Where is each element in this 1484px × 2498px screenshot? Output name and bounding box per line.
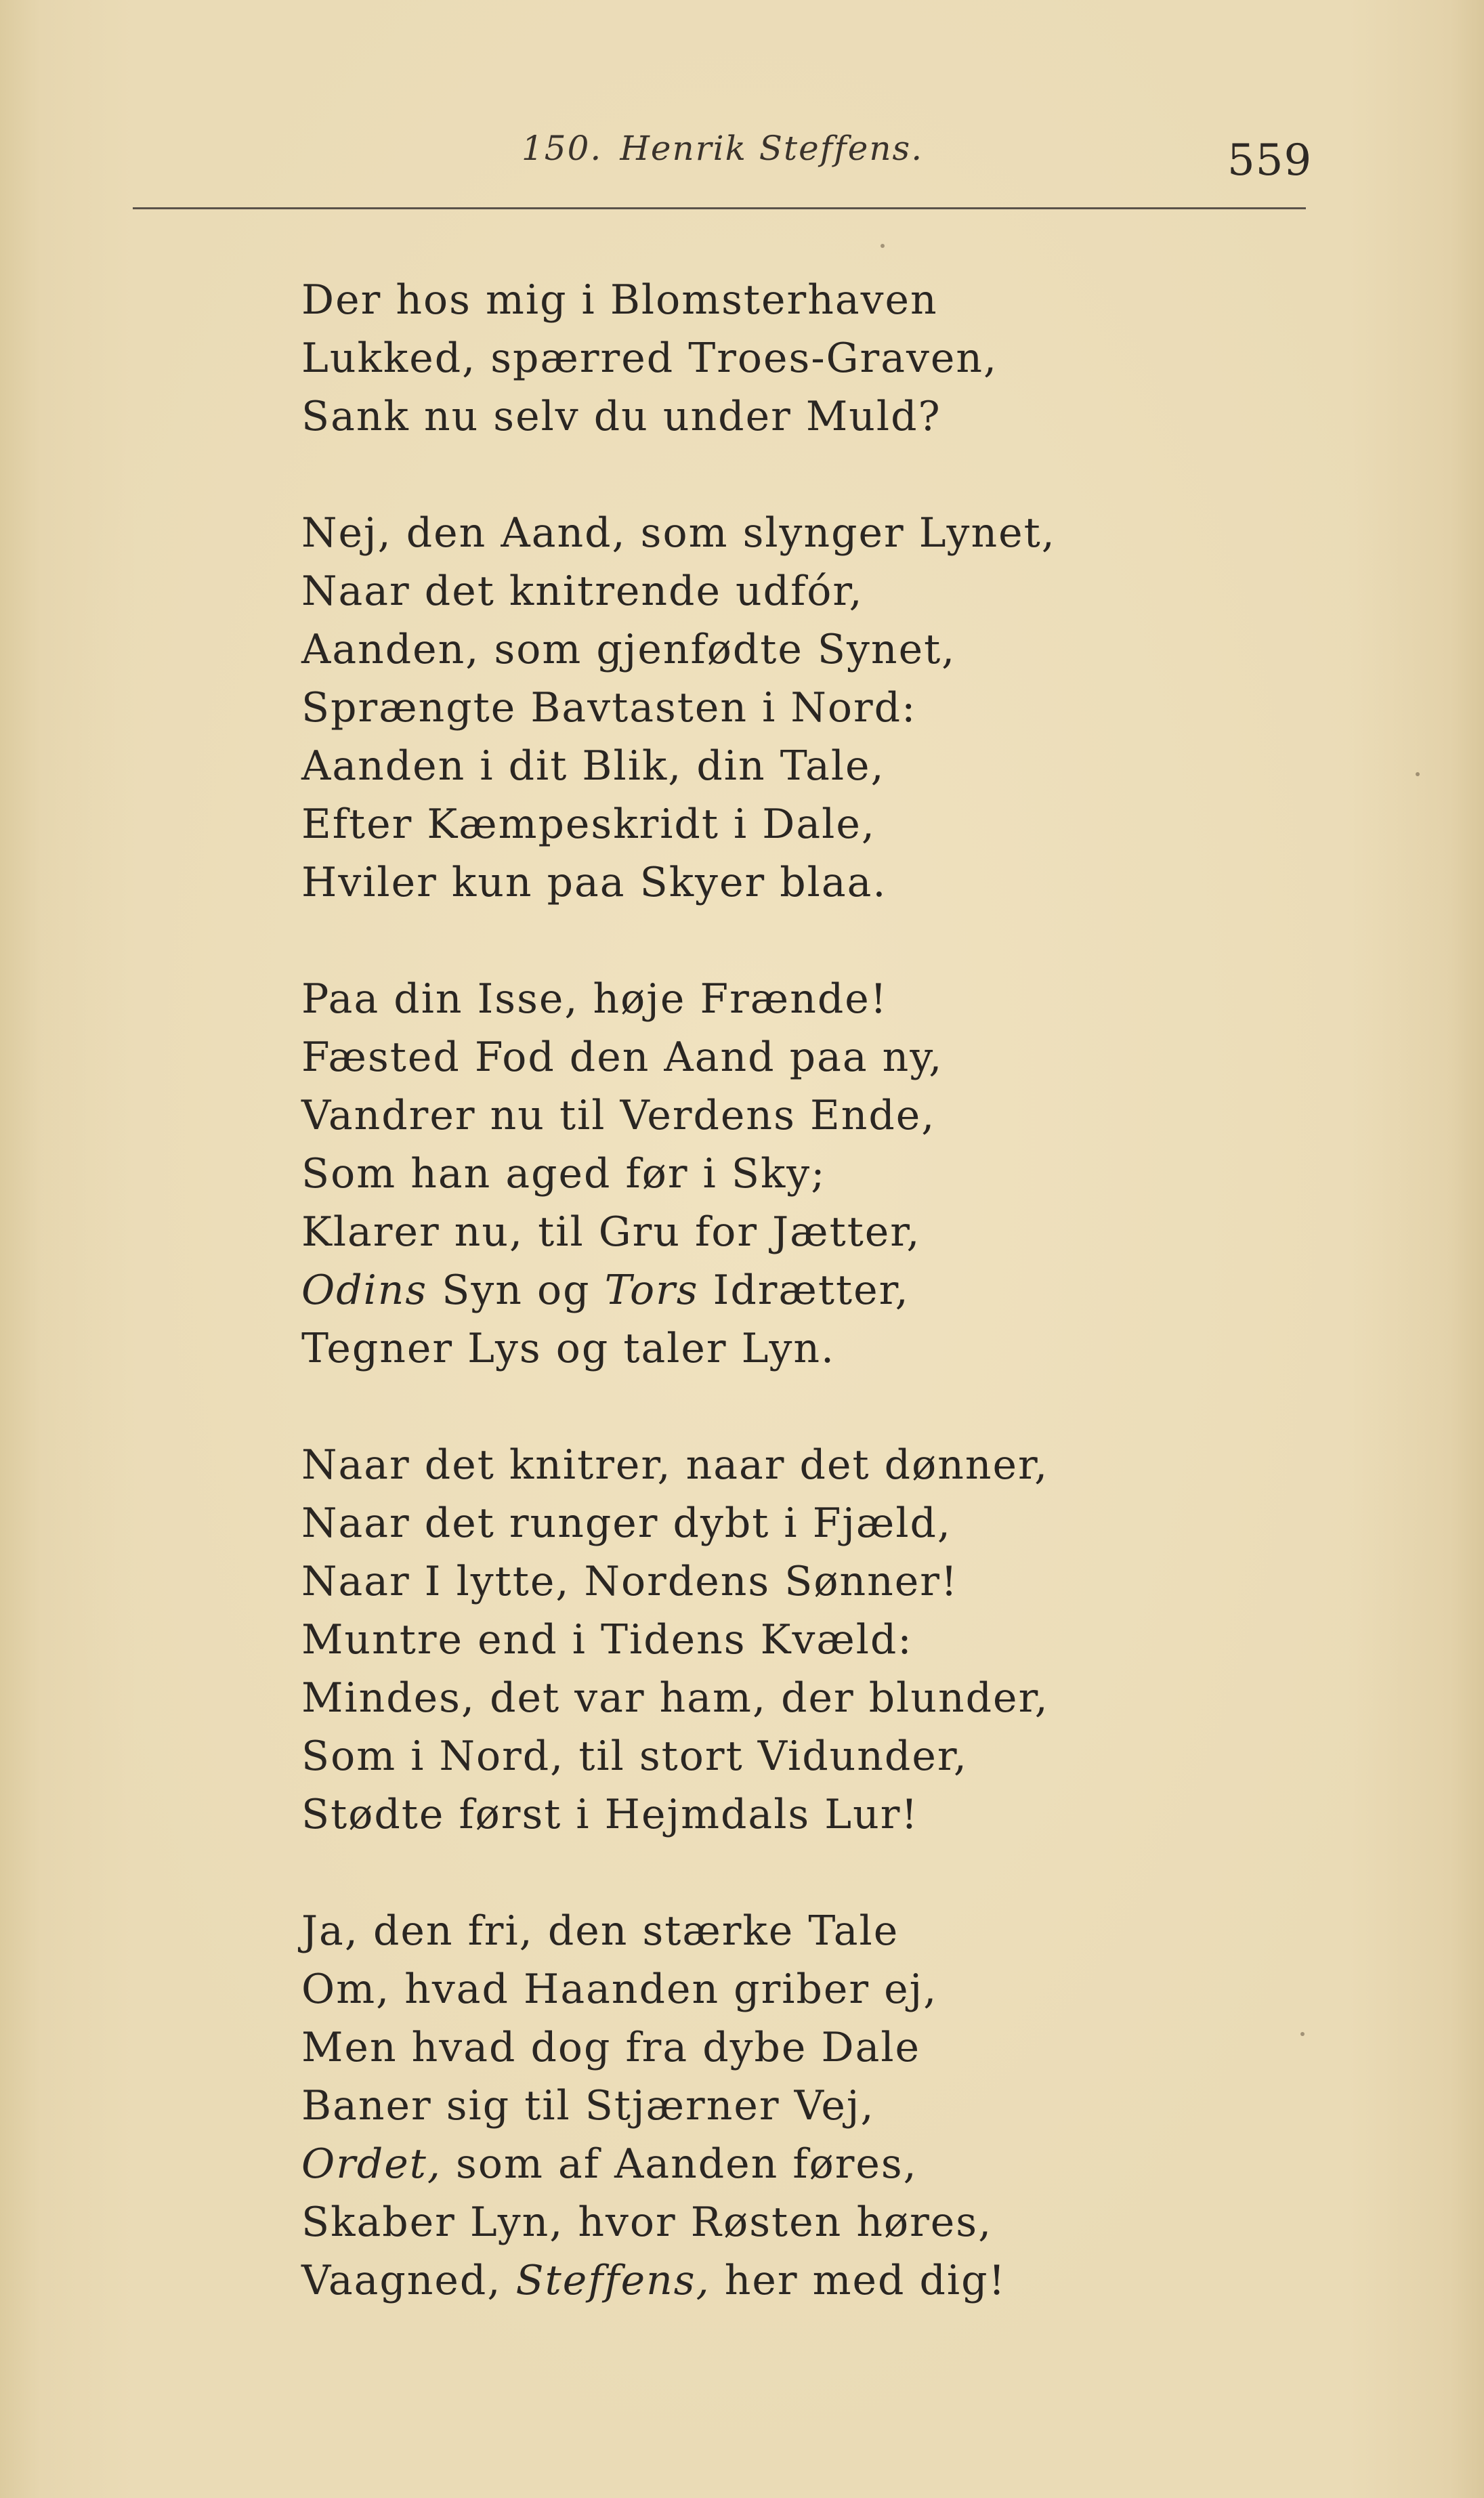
poem-line: Vandrer nu til Verdens Ende, [301, 1092, 936, 1139]
poem-line: Paa din Isse, høje Frænde! [301, 975, 888, 1023]
poem-line: Efter Kæmpeskridt i Dale, [301, 801, 876, 848]
stanza [301, 504, 1304, 912]
poem-line: Naar I lytte, Nordens Sønner! [301, 1558, 959, 1605]
poem-line: Ja, den fri, den stærke Tale [301, 1907, 899, 1955]
stanza [301, 970, 1304, 1378]
poem-line: Som han aged før i Sky; [301, 1150, 826, 1198]
poem-line: Skaber Lyn, hvor Røsten høres, [301, 2199, 993, 2246]
poem-line: Sank nu selv du under Muld? [301, 393, 941, 440]
poem-line: Lukked, spærred Troes-Graven, [301, 335, 998, 382]
poem-line: Aanden i dit Blik, din Tale, [301, 742, 885, 790]
poem-line [301, 1261, 1304, 1319]
poem-line: Aanden, som gjenfødte Synet, [301, 626, 956, 673]
paper-speck [1416, 772, 1420, 776]
poem-line [301, 2251, 1304, 2310]
poem-line: Muntre end i Tidens Kvæld: [301, 1616, 913, 1664]
line-text: Syn og [427, 1267, 605, 1314]
line-text: her med dig! [710, 2257, 1006, 2304]
poem-line: Stødte først i Hejmdals Lur! [301, 1791, 919, 1838]
poem-line [301, 2135, 1304, 2193]
stanza [301, 271, 1304, 446]
paper-speck [1300, 2032, 1305, 2036]
poem-line: Nej, den Aand, som slynger Lynet, [301, 509, 1056, 557]
italic-name: Steffens, [515, 2257, 711, 2304]
poem-line: Naar det knitrer, naar det dønner, [301, 1441, 1049, 1489]
line-text: Idrætter, [698, 1267, 910, 1314]
poem-line: Hviler kun paa Skyer blaa. [301, 859, 887, 906]
stanza [301, 1436, 1304, 1844]
poem-line: Der hos mig i Blomsterhaven [301, 276, 938, 324]
poem-line: Mindes, det var ham, der blunder, [301, 1674, 1049, 1722]
poem-line: Om, hvad Haanden griber ej, [301, 1966, 938, 2013]
running-header [0, 129, 1484, 186]
chapter-title: Henrik Steffens. [620, 129, 924, 168]
chapter-number: 150. [522, 129, 603, 168]
running-title [522, 129, 923, 168]
poem [301, 271, 1304, 2368]
poem-line: Som i Nord, til stort Vidunder, [301, 1733, 969, 1780]
poem-line: Tegner Lys og taler Lyn. [301, 1325, 836, 1372]
poem-line: Men hvad dog fra dybe Dale [301, 2024, 921, 2071]
poem-line: Naar det runger dybt i Fjæld, [301, 1500, 952, 1547]
poem-line: Klarer nu, til Gru for Jætter, [301, 1208, 921, 1256]
stanza [301, 1902, 1304, 2310]
italic-name: Odins [301, 1267, 428, 1314]
line-text: Vaagned, [301, 2257, 516, 2304]
poem-line: Fæsted Fod den Aand paa ny, [301, 1034, 944, 1081]
paper-speck [881, 244, 885, 248]
italic-name: Tors [604, 1267, 699, 1314]
page-number: 559 [1227, 135, 1313, 186]
header-rule [133, 207, 1306, 209]
italic-name: Ordet, [301, 2140, 442, 2188]
poem-line: Baner sig til Stjærner Vej, [301, 2082, 875, 2130]
line-text: som af Aanden føres, [441, 2140, 918, 2188]
poem-line: Sprængte Bavtasten i Nord: [301, 684, 917, 732]
poem-line: Naar det knitrende udfór, [301, 568, 864, 615]
